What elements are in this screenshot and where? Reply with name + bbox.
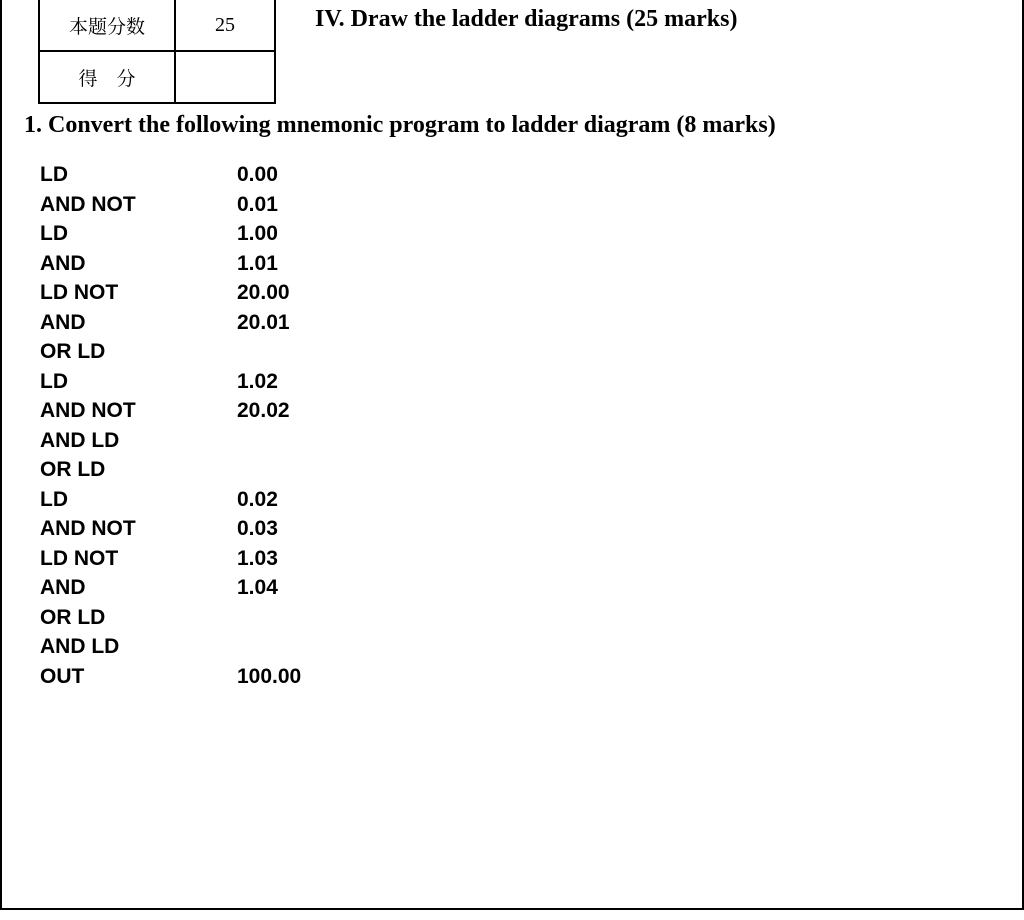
- instruction: AND: [40, 310, 86, 334]
- program-line: [40, 603, 301, 633]
- instruction: AND LD: [40, 635, 120, 658]
- program-line: [40, 426, 301, 456]
- instruction: LD NOT: [40, 281, 119, 304]
- program-line: [40, 337, 301, 367]
- instruction: OR LD: [40, 340, 106, 363]
- total-score-label: 本题分数: [39, 0, 175, 51]
- instruction: AND: [40, 576, 86, 599]
- instruction: LD NOT: [40, 546, 119, 570]
- program-line: [40, 308, 301, 338]
- operand: 100.00: [237, 664, 302, 688]
- operand: 0.02: [237, 487, 278, 511]
- program-line: [40, 514, 301, 544]
- operand: 0.01: [237, 192, 278, 216]
- earned-score-value[interactable]: [175, 51, 275, 103]
- operand: 1.02: [237, 369, 278, 393]
- operand: 20.01: [237, 310, 290, 334]
- instruction: LD: [40, 222, 68, 245]
- operand: 0.00: [237, 163, 278, 186]
- instruction: AND NOT: [40, 399, 136, 422]
- score-table: [38, 0, 276, 104]
- instruction: AND NOT: [40, 517, 136, 540]
- instruction: AND: [40, 251, 86, 275]
- question-title: 1. Convert the following mnemonic program to ladder diagram (8 marks): [24, 112, 776, 138]
- instruction: LD: [40, 487, 68, 511]
- section-title: IV. Draw the ladder diagrams (25 marks): [315, 6, 738, 32]
- program-line: [40, 632, 301, 662]
- instruction: OR LD: [40, 458, 106, 481]
- program-line: [40, 662, 301, 692]
- program-line: [40, 278, 301, 308]
- operand: 0.03: [237, 517, 278, 540]
- program-line: [40, 190, 301, 220]
- operand: 20.00: [237, 281, 290, 304]
- program-line: [40, 455, 301, 485]
- program-line: [40, 396, 301, 426]
- score-row-earned: [39, 51, 275, 103]
- mnemonic-program: [40, 160, 301, 691]
- program-line: [40, 160, 301, 190]
- operand: 20.02: [237, 399, 290, 422]
- operand: 1.03: [237, 546, 278, 570]
- instruction: OUT: [40, 664, 85, 688]
- program-line: [40, 367, 301, 397]
- instruction: LD: [40, 369, 68, 393]
- total-score-value: 25: [175, 0, 275, 51]
- instruction: OR LD: [40, 605, 106, 629]
- operand: 1.00: [237, 222, 278, 245]
- program-line: [40, 573, 301, 603]
- program-line: [40, 249, 301, 279]
- score-row-total: [39, 0, 275, 51]
- program-line: [40, 485, 301, 515]
- instruction: LD: [40, 163, 68, 186]
- operand: 1.01: [237, 251, 278, 275]
- program-line: [40, 544, 301, 574]
- instruction: AND LD: [40, 428, 120, 452]
- instruction: AND NOT: [40, 192, 136, 216]
- earned-score-label: 得 分: [39, 51, 175, 103]
- operand: 1.04: [237, 576, 278, 599]
- program-line: [40, 219, 301, 249]
